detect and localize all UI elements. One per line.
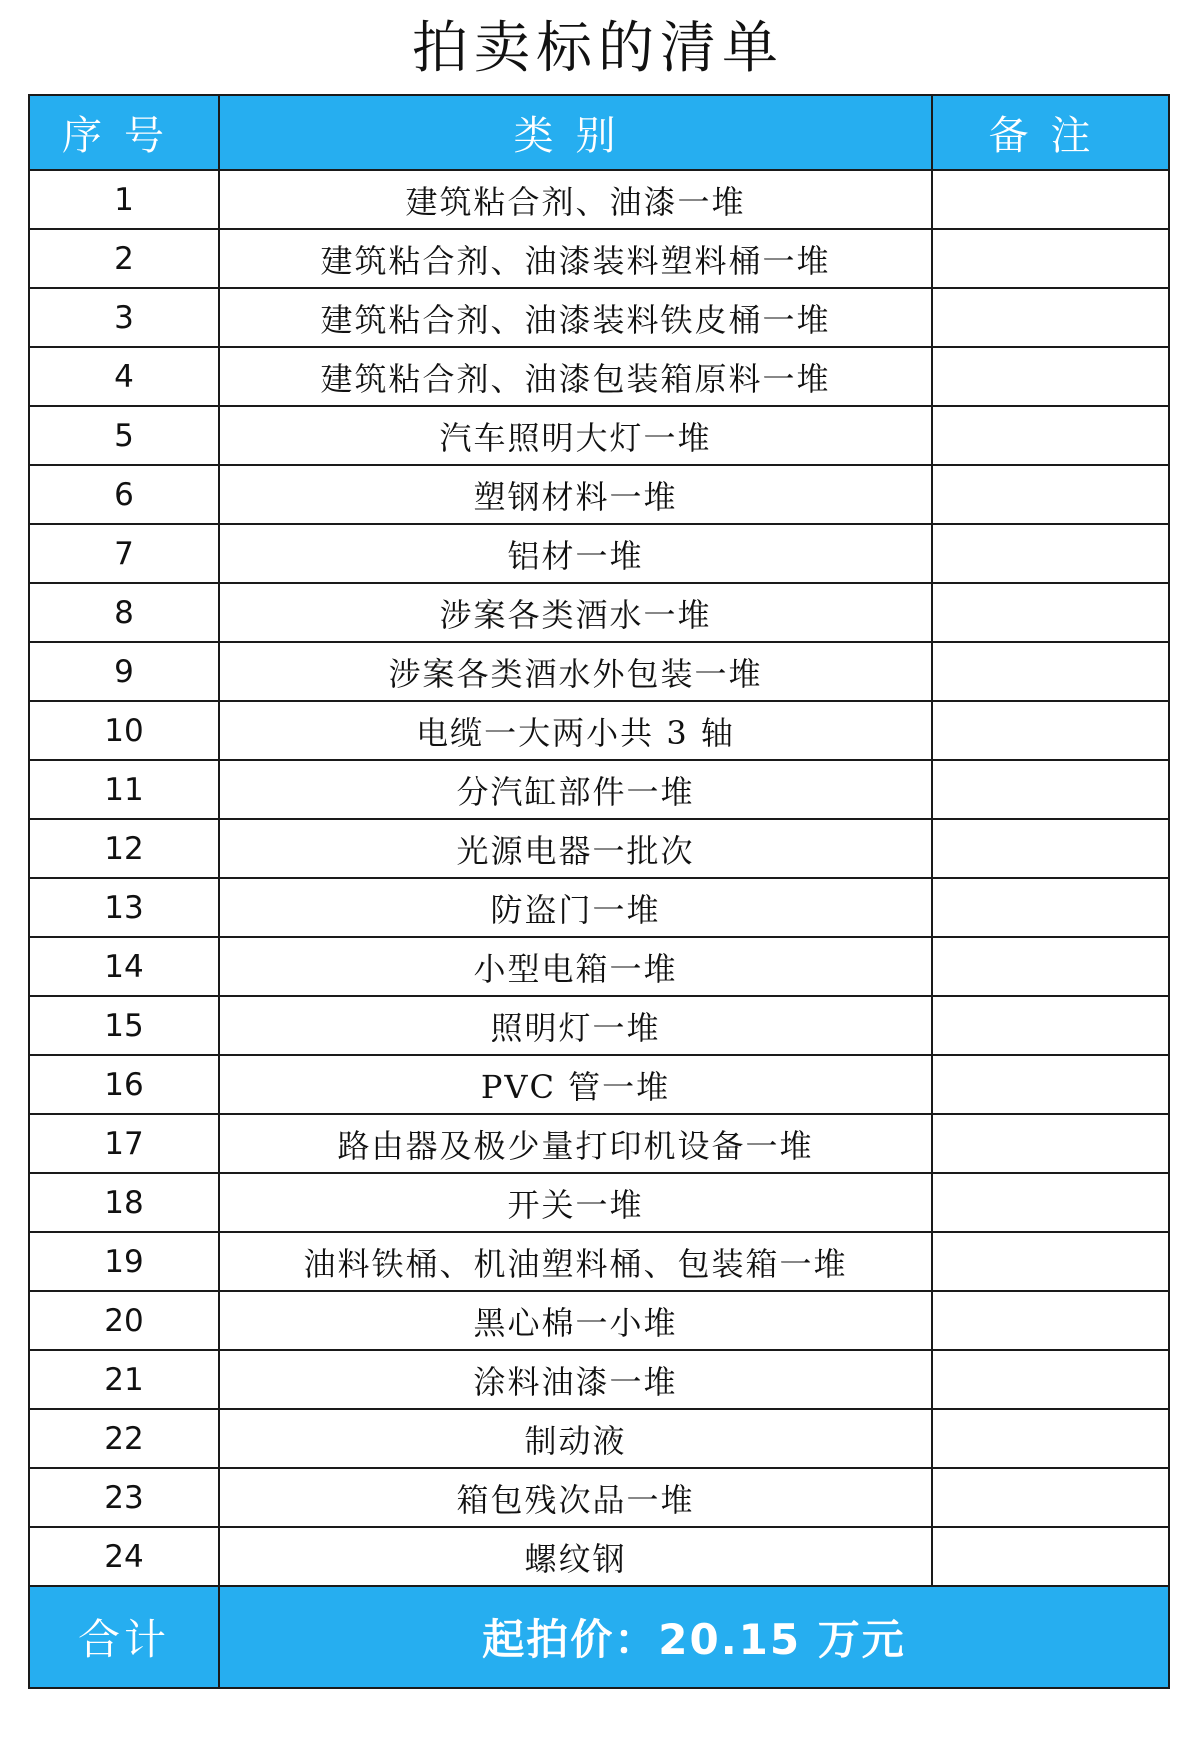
header-no: 序号 [29,95,219,170]
row-remark [932,1173,1169,1232]
row-item: 电缆一大两小共 3 轴 [219,701,932,760]
row-number: 24 [29,1527,219,1586]
row-number: 15 [29,996,219,1055]
row-item: 箱包残次品一堆 [219,1468,932,1527]
row-item: 建筑粘合剂、油漆装料铁皮桶一堆 [219,288,932,347]
table-row [29,1173,1169,1232]
table-row [29,819,1169,878]
row-remark [932,1350,1169,1409]
row-number: 20 [29,1291,219,1350]
row-item: 小型电箱一堆 [219,937,932,996]
row-remark [932,229,1169,288]
table-row [29,1350,1169,1409]
row-item: 建筑粘合剂、油漆包装箱原料一堆 [219,347,932,406]
table-row [29,1468,1169,1527]
row-remark [932,170,1169,229]
row-remark [932,1527,1169,1586]
row-number: 7 [29,524,219,583]
row-remark [932,1055,1169,1114]
row-item: 路由器及极少量打印机设备一堆 [219,1114,932,1173]
table-row [29,347,1169,406]
row-number: 12 [29,819,219,878]
document-title: 拍卖标的清单 [412,16,784,81]
row-remark [932,347,1169,406]
row-number: 9 [29,642,219,701]
row-number: 5 [29,406,219,465]
row-item: 建筑粘合剂、油漆一堆 [219,170,932,229]
row-item: PVC 管一堆 [219,1055,932,1114]
table-row [29,524,1169,583]
row-item: 制动液 [219,1409,932,1468]
row-remark [932,1114,1169,1173]
row-number: 17 [29,1114,219,1173]
row-number: 3 [29,288,219,347]
row-remark [932,760,1169,819]
row-remark [932,878,1169,937]
table-header [29,95,1169,170]
row-item: 开关一堆 [219,1173,932,1232]
row-remark [932,1409,1169,1468]
row-remark [932,1291,1169,1350]
row-item: 黑心棉一小堆 [219,1291,932,1350]
row-remark [932,288,1169,347]
row-item: 涂料油漆一堆 [219,1350,932,1409]
row-number: 14 [29,937,219,996]
table-row [29,583,1169,642]
table-row [29,878,1169,937]
row-item: 汽车照明大灯一堆 [219,406,932,465]
row-item: 防盗门一堆 [219,878,932,937]
row-remark [932,819,1169,878]
row-number: 19 [29,1232,219,1291]
row-remark [932,937,1169,996]
table-row [29,1409,1169,1468]
row-number: 22 [29,1409,219,1468]
row-item: 照明灯一堆 [219,996,932,1055]
table-row [29,937,1169,996]
table-row [29,1114,1169,1173]
table-row [29,996,1169,1055]
header-category: 类别 [219,95,932,170]
table-row [29,406,1169,465]
row-number: 13 [29,878,219,937]
table-row [29,701,1169,760]
table-footer [29,1586,1169,1688]
row-number: 11 [29,760,219,819]
row-remark [932,701,1169,760]
starting-price: 起拍价：20.15 万元 [219,1586,1169,1688]
table-row [29,288,1169,347]
row-item: 塑钢材料一堆 [219,465,932,524]
row-item: 涉案各类酒水外包装一堆 [219,642,932,701]
row-remark [932,1232,1169,1291]
table-row [29,642,1169,701]
row-number: 16 [29,1055,219,1114]
row-number: 21 [29,1350,219,1409]
row-item: 涉案各类酒水一堆 [219,583,932,642]
row-remark [932,524,1169,583]
row-number: 6 [29,465,219,524]
table-row [29,1527,1169,1586]
row-number: 2 [29,229,219,288]
table-row [29,1232,1169,1291]
row-item: 铝材一堆 [219,524,932,583]
row-item: 油料铁桶、机油塑料桶、包装箱一堆 [219,1232,932,1291]
row-remark [932,996,1169,1055]
row-remark [932,1468,1169,1527]
table-body [29,170,1169,1586]
row-number: 4 [29,347,219,406]
row-number: 23 [29,1468,219,1527]
total-label: 合计 [29,1586,219,1688]
row-number: 8 [29,583,219,642]
row-remark [932,642,1169,701]
table-row [29,170,1169,229]
row-remark [932,406,1169,465]
table-row [29,1291,1169,1350]
auction-item-table [28,94,1170,1689]
row-item: 分汽缸部件一堆 [219,760,932,819]
row-number: 1 [29,170,219,229]
table-row [29,1055,1169,1114]
row-item: 螺纹钢 [219,1527,932,1586]
table-row [29,229,1169,288]
header-remark: 备注 [932,95,1169,170]
row-number: 10 [29,701,219,760]
table-row [29,465,1169,524]
table-row [29,760,1169,819]
row-remark [932,583,1169,642]
row-remark [932,465,1169,524]
row-item: 建筑粘合剂、油漆装料塑料桶一堆 [219,229,932,288]
row-item: 光源电器一批次 [219,819,932,878]
row-number: 18 [29,1173,219,1232]
